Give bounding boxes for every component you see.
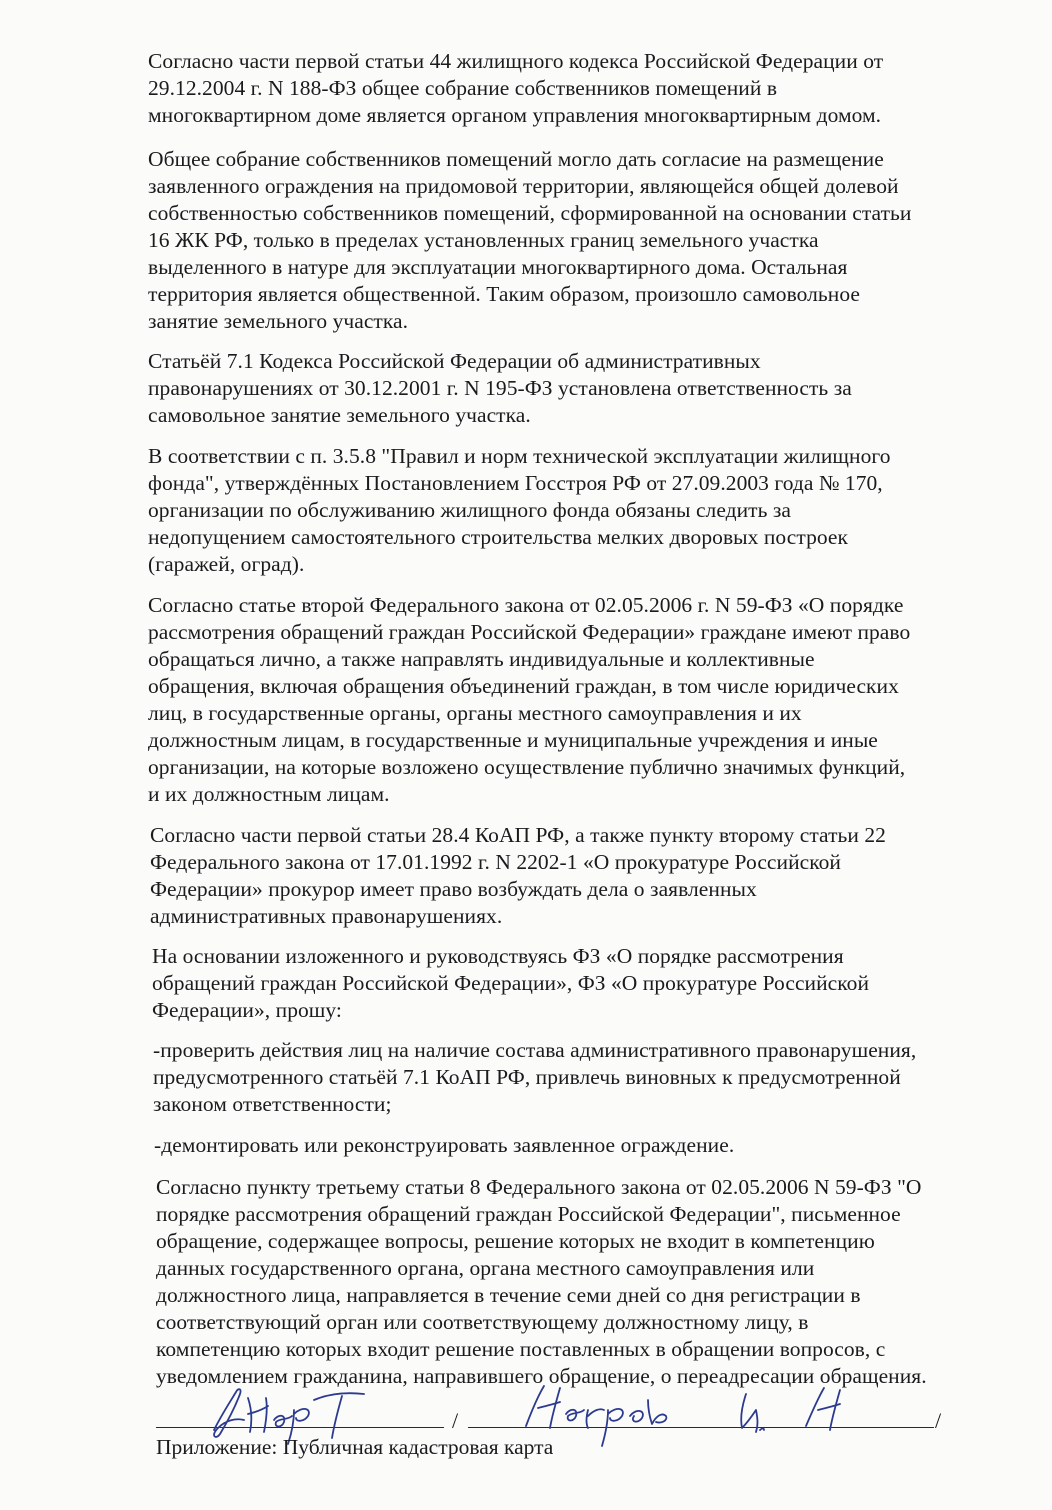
- signature-separator-1: /: [452, 1408, 459, 1433]
- paragraph-koap-art7-1: Статьёй 7.1 Кодекса Российской Федерации об административных правонарушениях от 30.12.2001 г. N 195-ФЗ установлена ответственность за самовольное занятие земельного участка.: [148, 349, 852, 427]
- paragraph-request-intro: На основании изложенного и руководствуясь ФЗ «О порядке рассмотрения обращений граждан Российской Федерации», ФЗ «О прокуратуре Российской Федерации», прошу:: [152, 944, 870, 1022]
- paragraph-general-meeting-consent: Общее собрание собственников помещений могло дать согласие на размещение заявленного ограждения на придомовой территории, являющейся общей долевой собственностью собственников помещений, сформированной на основании статьи 16 ЖК РФ, только в пределах установленных границ земельного участка выделенного в натуре для эксплуатации многоквартирного дома. Остальная территория является общественной. Таким образом, произошло самовольное занятие земельного участка.: [148, 147, 912, 333]
- handwritten-signature-2: [526, 1386, 840, 1446]
- paragraph-prosecutor-rights: Согласно части первой статьи 28.4 КоАП РФ, а также пункту второму статьи 22 Федерального закона от 17.01.1992 г. N 2202-1 «О прокуратуре Российской Федерации» прокурор имеет право возбуждать дела о заявленных административных правонарушениях.: [150, 823, 886, 928]
- paragraph-federal-law-59: Согласно статье второй Федерального закона от 02.05.2006 г. N 59-ФЗ «О порядке рассмотрения обращений граждан Российской Федерации» граждане имеют право обращаться лично, а также направлять индивидуальные и коллективные обращения, включая обращения объединений граждан, в том числе юридических лиц, в государственные органы, органы местного самоуправления и их должностным лицам, в государственные и муниципальные учреждения и иные организации, на которые возложено осуществление публично значимых функций, и их должностным лицам.: [148, 593, 911, 806]
- request-item-check: -проверить действия лиц на наличие состава административного правонарушения, предусмотренного статьёй 7.1 КоАП РФ, привлечь виновных к предусмотренной законом ответственности;: [153, 1038, 917, 1116]
- signature-separator-2: /: [935, 1408, 942, 1433]
- paragraph-gosstroy-rules: В соответствии с п. 3.5.8 "Правил и норм технической эксплуатации жилищного фонда", утверждённых Постановлением Госстроя РФ от 27.09.2003 года № 170, организации по обслуживанию жилищного фонда обязаны следить за недопущением самостоятельного строительства мелких дворовых построек (гаражей, оград).: [148, 444, 891, 576]
- paragraph-forwarding-rule: Согласно пункту третьему статьи 8 Федерального закона от 02.05.2006 N 59-ФЗ "О порядке рассмотрения обращений граждан Российской Федерации", письменное обращение, содержащее вопросы, решение которых не входит в компетенцию данных государственного органа, органа местного самоуправления или должностного лица, направляется в течение семи дней со дня регистрации в соответствующий орган или соответствующему должностному лицу, в компетенцию которых входит решение поставленных в обращении вопросов, с уведомлением гражданина, направившего обращение, о переадресации обращения.: [156, 1175, 927, 1388]
- attachment-note: Приложение: Публичная кадастровая карта: [156, 1435, 554, 1459]
- paragraph-housing-code-art44: Согласно части первой статьи 44 жилищного кодекса Российской Федерации от 29.12.2004 г. N 188-ФЗ общее собрание собственников помещений в многоквартирном доме является органом управления многоквартирным домом.: [148, 49, 884, 127]
- request-item-dismantle: -демонтировать или реконструировать заявленное ограждение.: [154, 1133, 735, 1157]
